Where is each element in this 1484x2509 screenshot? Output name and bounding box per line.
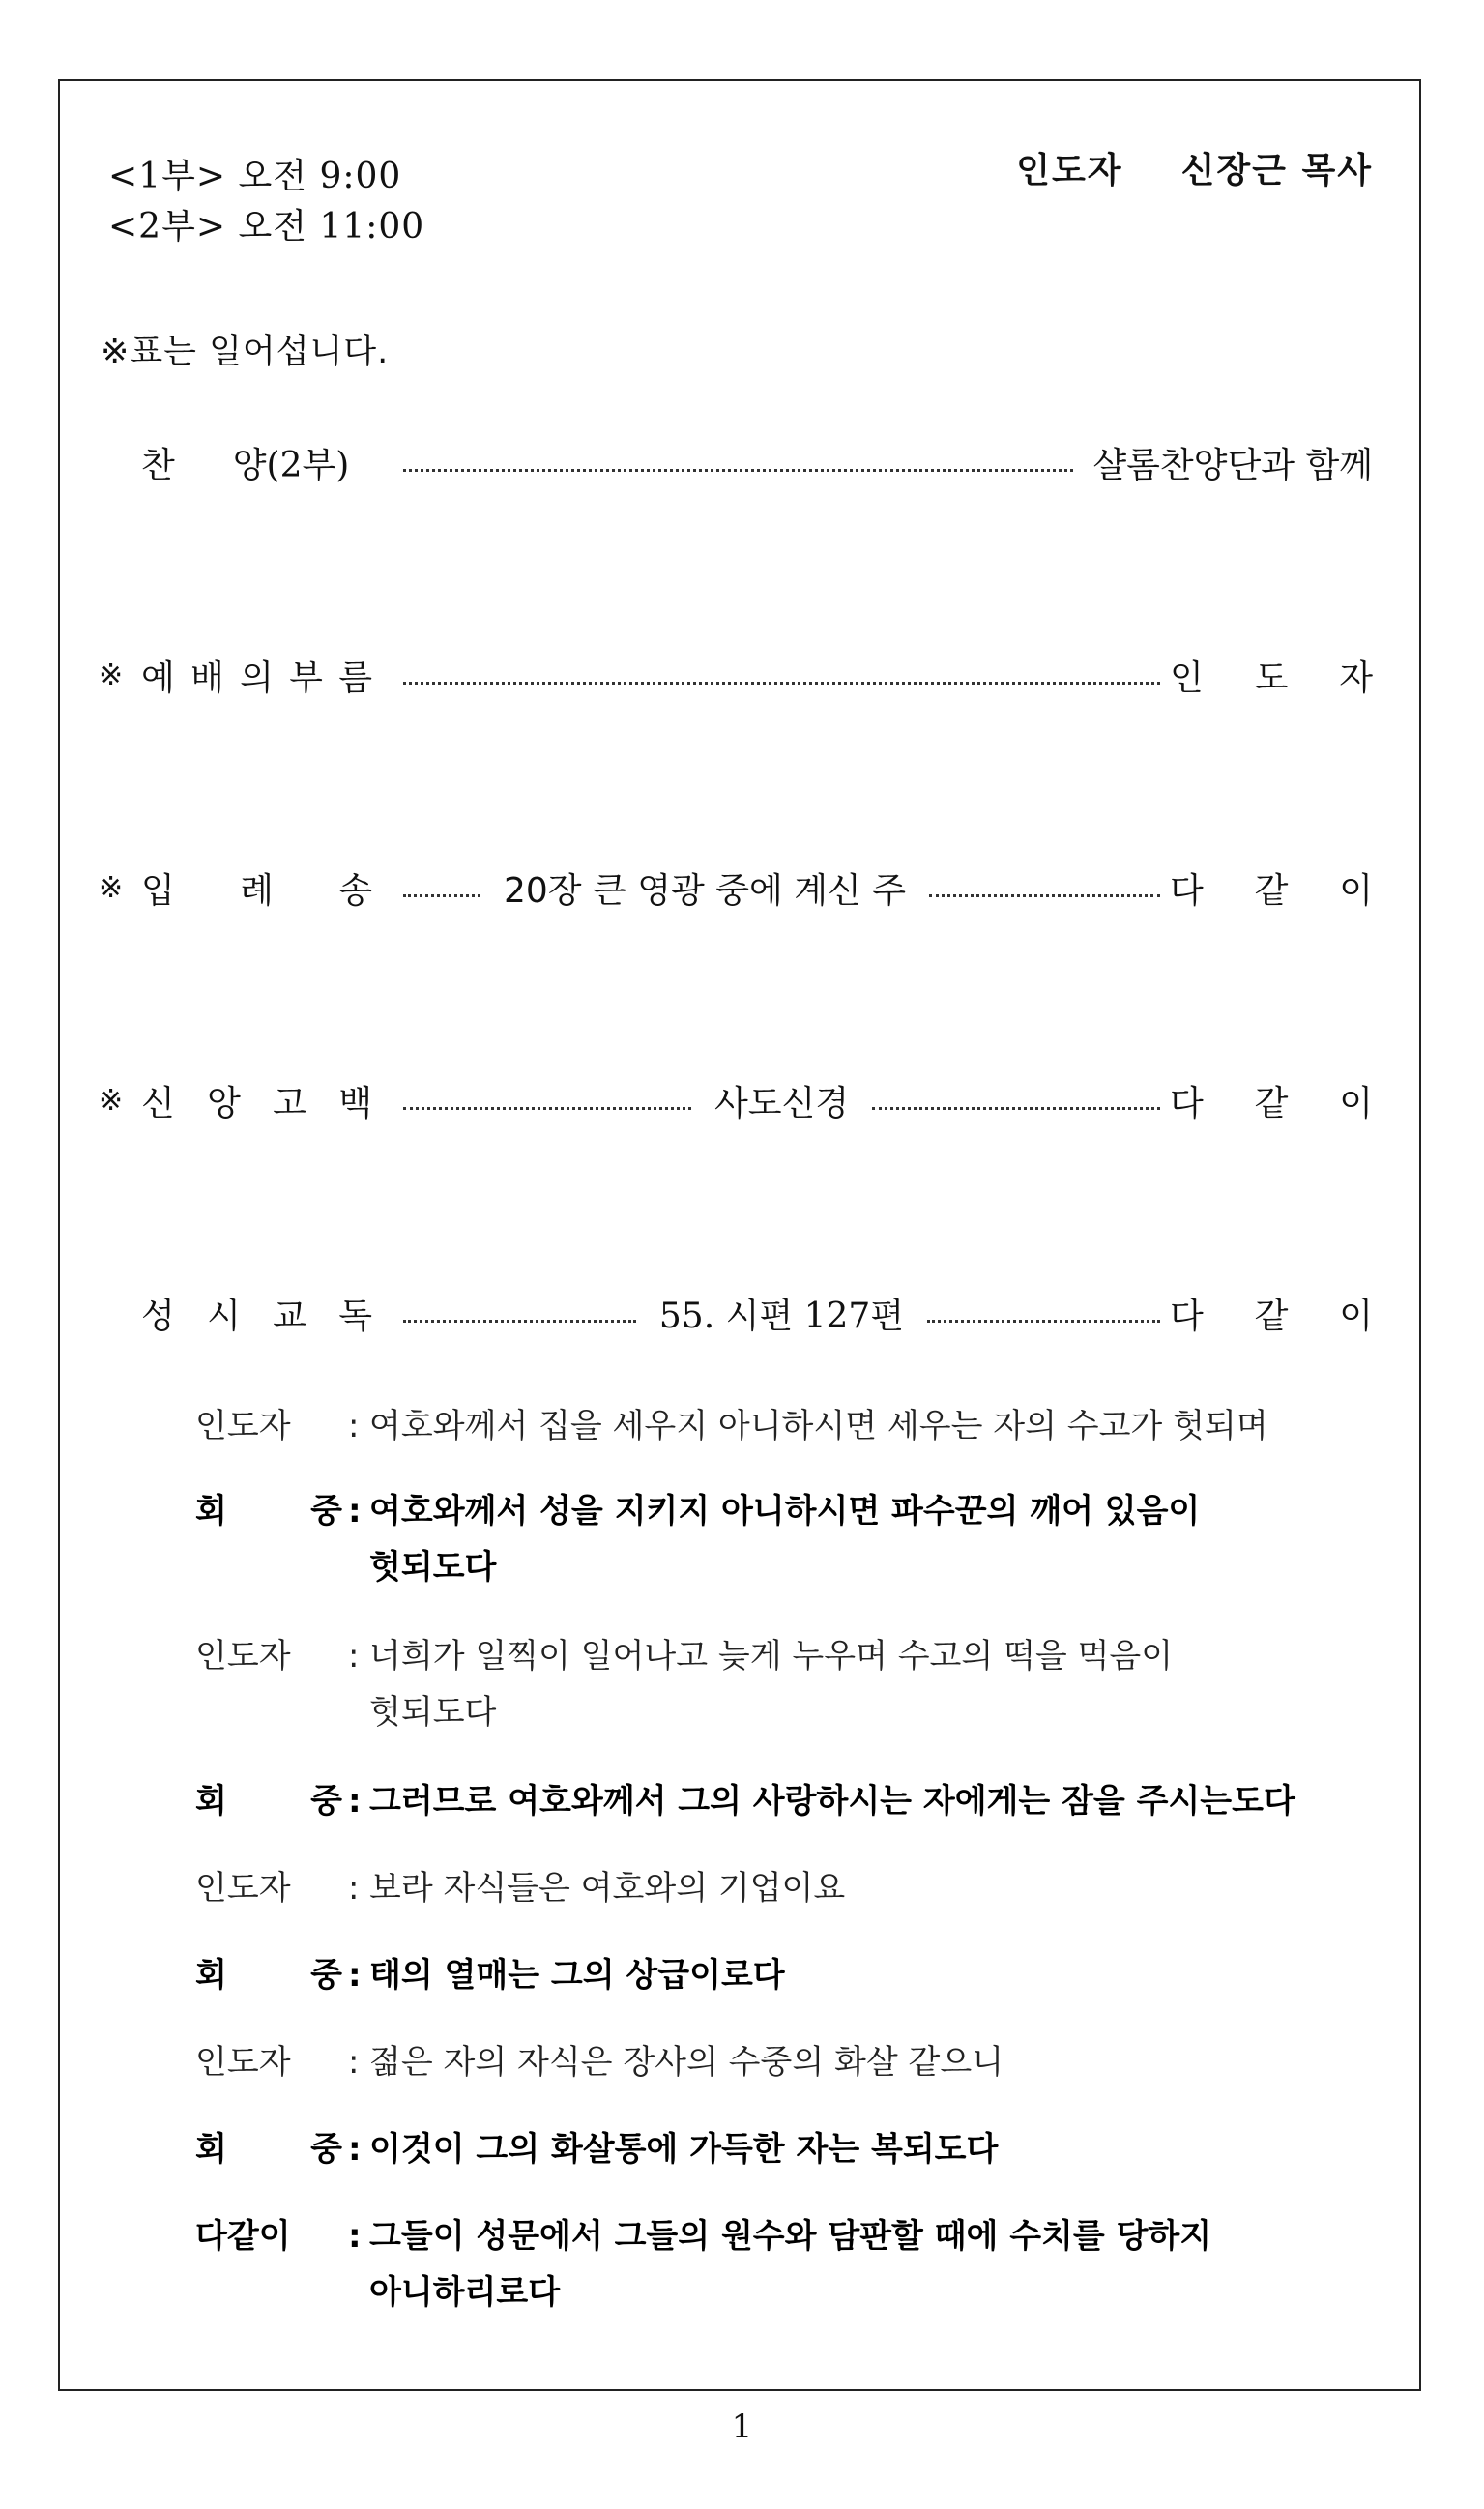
service-time-second: <2부> 오전 11:00 <box>108 207 425 247</box>
reading-speaker: 인도자 <box>195 1407 291 1445</box>
order-label: 성 시 교 독 <box>141 1296 372 1336</box>
order-performer: 다 같 이 <box>1170 1296 1373 1336</box>
reading-line-congregation: 회 중 : 여호와께서 성을 지키지 아니하시면 파수꾼의 깨어 있음이 헛되도다 <box>195 1483 1355 1595</box>
page-number: 1 <box>731 2407 753 2446</box>
order-label: 예 배 의 부 름 <box>141 657 372 698</box>
leader-label: 인도자 <box>1016 151 1123 190</box>
order-performer: 인 도 자 <box>1170 657 1373 698</box>
order-content: 사도신경 <box>713 1083 850 1123</box>
order-item-praise <box>99 439 1373 485</box>
order-performer: 샬롬찬양단과 함께 <box>1092 445 1373 485</box>
reading-line-congregation: 회 중 : 태의 열매는 그의 상급이로다 <box>195 1947 1355 2003</box>
reading-text: 그러므로 여호와께서 그의 사랑하시는 자에게는 잠을 주시는도다 <box>369 1782 1295 1821</box>
reading-text: 너희가 일찍이 일어나고 늦게 누우며 수고의 떡을 먹음이 헛되도다 <box>369 1637 1174 1732</box>
reading-speaker: 인도자 <box>195 1869 291 1908</box>
order-content: 20장 큰 영광 중에 계신 주 <box>504 870 907 911</box>
reading-line-leader: 인도자 : 여호와께서 집을 세우지 아니하시면 세우는 자의 수고가 헛되며 <box>195 1398 1355 1454</box>
reading-line-leader: 인도자 : 너희가 일찍이 일어나고 늦게 누우며 수고의 떡을 먹음이 헛되도다 <box>195 1628 1355 1740</box>
reading-line-leader: 인도자 : 보라 자식들은 여호와의 기업이요 <box>195 1860 1355 1916</box>
dotted-leader <box>403 469 1073 472</box>
reading-text: 그들이 성문에서 그들의 원수와 담판할 때에 수치를 당하지 아니하리로다 <box>369 2217 1212 2312</box>
reading-line-congregation: 회 중 : 그러므로 여호와께서 그의 사랑하시는 자에게는 잠을 주시는도다 <box>195 1773 1355 1829</box>
reading-speaker: 회 중 <box>195 1492 342 1531</box>
reading-text: 이것이 그의 화살통에 가득한 자는 복되도다 <box>369 2130 999 2169</box>
bulletin-frame <box>58 79 1421 2391</box>
order-performer: 다 같 이 <box>1170 870 1373 911</box>
order-performer: 다 같 이 <box>1170 1083 1374 1123</box>
leader-name: 신장근 목사 <box>1180 151 1373 190</box>
reading-line-all: 다같이 : 그들이 성문에서 그들의 원수와 담판할 때에 수치를 당하지 아니하리로다 <box>195 2208 1355 2320</box>
dotted-leader <box>403 1320 636 1323</box>
order-item-opening-hymn <box>99 864 1373 911</box>
dotted-leader <box>872 1107 1160 1110</box>
dotted-leader <box>929 894 1160 897</box>
reading-line-congregation: 회 중 : 이것이 그의 화살통에 가득한 자는 복되도다 <box>195 2121 1355 2177</box>
reading-speaker: 인도자 <box>195 1637 291 1676</box>
order-label: 입 례 송 <box>141 870 372 911</box>
order-label: 신 앙 고 백 <box>141 1083 372 1123</box>
reading-text: 태의 열매는 그의 상급이로다 <box>369 1956 785 1995</box>
reading-text: 여호와께서 집을 세우지 아니하시면 세우는 자의 수고가 헛되며 <box>369 1407 1268 1445</box>
leader-info <box>1016 143 1373 192</box>
order-label: 찬 양(2부) <box>141 445 350 485</box>
reading-speaker: 다같이 <box>195 2217 291 2256</box>
reading-text: 젊은 자의 자식은 장사의 수중의 화살 같으니 <box>369 2043 1004 2082</box>
reading-speaker: 회 중 <box>195 1956 342 1995</box>
order-item-creed <box>99 1077 1373 1123</box>
dotted-leader <box>403 1107 691 1110</box>
reading-speaker: 회 중 <box>195 2130 342 2169</box>
dotted-leader <box>403 682 1160 685</box>
reading-text: 여호와께서 성을 지키지 아니하시면 파수꾼의 깨어 있음이 헛되도다 <box>369 1492 1201 1587</box>
standing-mark: ※ <box>99 1083 124 1118</box>
dotted-leader <box>403 894 480 897</box>
dotted-leader <box>927 1320 1160 1323</box>
reading-speaker: 회 중 <box>195 1782 342 1821</box>
standing-note: ※표는 일어섭니다. <box>101 333 390 371</box>
reading-line-leader: 인도자 : 젊은 자의 자식은 장사의 수중의 화살 같으니 <box>195 2034 1355 2090</box>
standing-mark: ※ <box>99 657 124 692</box>
service-time-first: <1부> 오전 9:00 <box>108 157 402 196</box>
order-item-responsive-reading <box>99 1290 1373 1336</box>
order-content: 55. 시편 127편 <box>658 1296 905 1336</box>
reading-speaker: 인도자 <box>195 2043 291 2082</box>
reading-text: 보라 자식들은 여호와의 기업이요 <box>369 1869 846 1908</box>
order-item-call-to-worship <box>99 652 1373 698</box>
standing-mark: ※ <box>99 870 124 905</box>
